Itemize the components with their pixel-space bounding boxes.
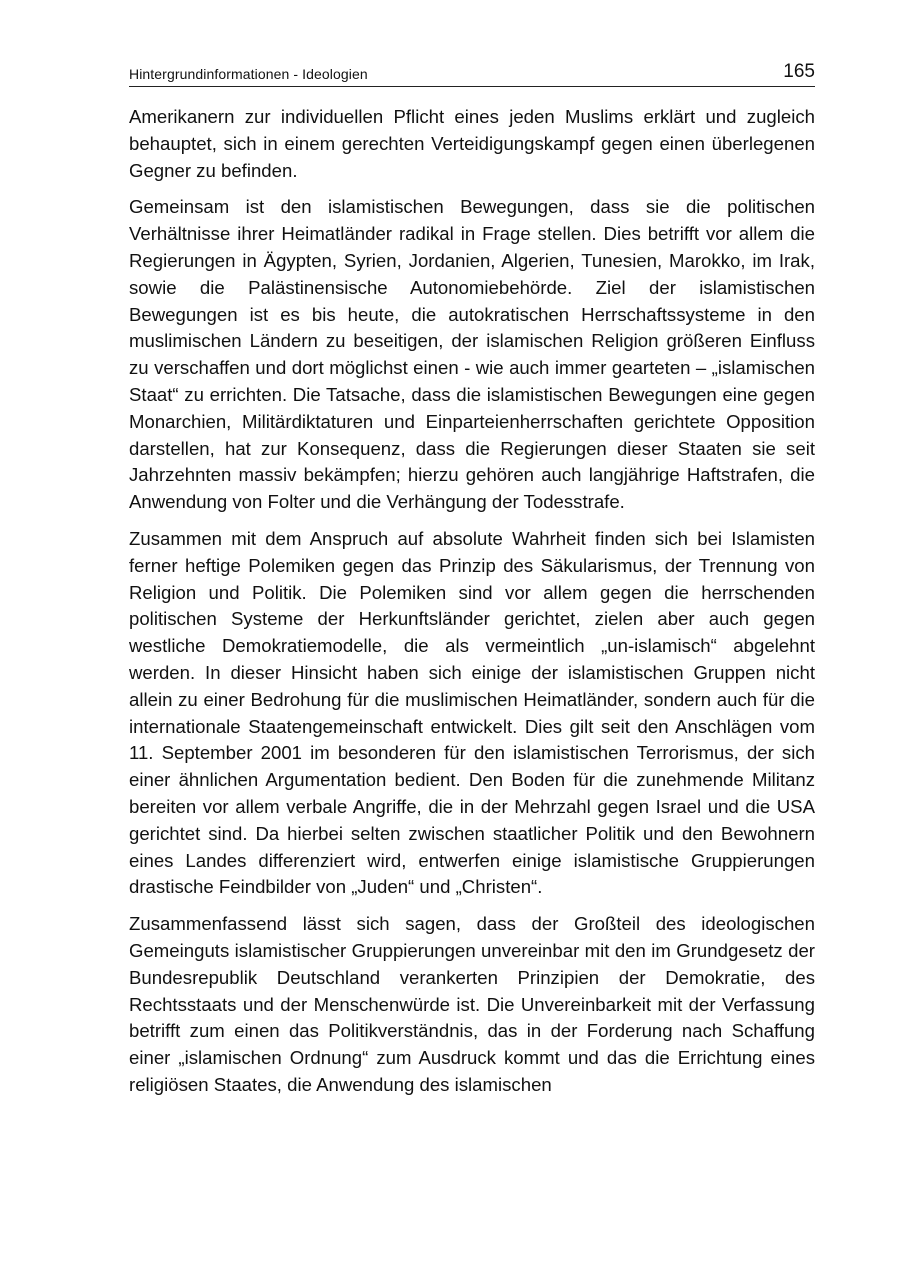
page-number: 165 [783, 61, 815, 82]
body-text [129, 104, 815, 1109]
paragraph-4: Zusammenfassend lässt sich sagen, dass der Großteil des ideologischen Gemeinguts islamistischer Gruppierungen unvereinbar mit den im Grundgesetz der Bundesrepublik Deutschland verankerten Prinzipien der Demokratie, des Rechtsstaats und der Menschenwürde ist. Die Unvereinbarkeit mit der Verfassung betrifft zum einen das Politikverständnis, das in der Forderung nach Schaffung einer „islamischen Ordnung“ zum Ausdruck kommt und das die Errichtung eines religiösen Staates, die Anwendung des islamischen [129, 913, 815, 1095]
paragraph-1: Amerikanern zur individuellen Pflicht eines jeden Muslims erklärt und zugleich behauptet, sich in einem gerechten Verteidigungskampf gegen einen überlegenen Gegner zu befinden. [129, 106, 815, 181]
paragraph-3: Zusammen mit dem Anspruch auf absolute Wahrheit finden sich bei Islamisten ferner heftige Polemiken gegen das Prinzip des Säkularismus, der Trennung von Religion und Politik. Die Polemiken sind vor allem gegen die herrschenden politischen Systeme der Herkunftsländer gerichtet, zielen aber auch gegen westliche Demokratiemodelle, die als vermeintlich „un-islamisch“ abgelehnt werden. In dieser Hinsicht haben sich einige der islamistischen Gruppen nicht allein zu einer Bedrohung für die muslimischen Heimatländer, sondern auch für die internationale Staatengemeinschaft entwickelt. Dies gilt seit den Anschlägen vom 11. September 2001 im besonderen für den islamistischen Terrorismus, der sich einer ähnlichen Argumentation bedient. Den Boden für die zunehmende Militanz bereiten vor allem verbale Angriffe, die in der Mehrzahl gegen Israel und die USA gerichtet sind. Da hierbei selten zwischen staatlicher Politik und den Bewohnern eines Landes differenziert wird, entwerfen einige islamistische Gruppierungen drastische Feindbilder von „Juden“ und „Christen“. [129, 527, 815, 898]
running-header [129, 60, 815, 87]
header-title: Hintergrundinformationen - Ideologien [129, 66, 368, 82]
paragraph-2: Gemeinsam ist den islamistischen Bewegungen, dass sie die politischen Verhältnisse ihrer Heimatländer radikal in Frage stellen. Dies betrifft vor allem die Regierungen in Ägypten, Syrien, Jordanien, Algerien, Tunesien, Marokko, im Irak, sowie die Palästinensische Autonomiebehörde. Ziel der islamistischen Bewegungen ist es bis heute, die autokratischen Herrschaftssysteme in den muslimischen Ländern zu beseitigen, der islamischen Religion größeren Einfluss zu verschaffen und dort möglichst einen - wie auch immer gearteten – „islamischen Staat“ zu errichten. Die Tatsache, dass die islamistischen Bewegungen eine gegen Monarchien, Militärdiktaturen und Einparteienherrschaften gerichtete Opposition darstellen, hat zur Konsequenz, dass die Regierungen dieser Staaten sie seit Jahrzehnten massiv bekämpfen; hierzu gehören auch langjährige Haftstrafen, die Anwendung von Folter und die Verhängung der Todesstrafe. [129, 196, 815, 513]
